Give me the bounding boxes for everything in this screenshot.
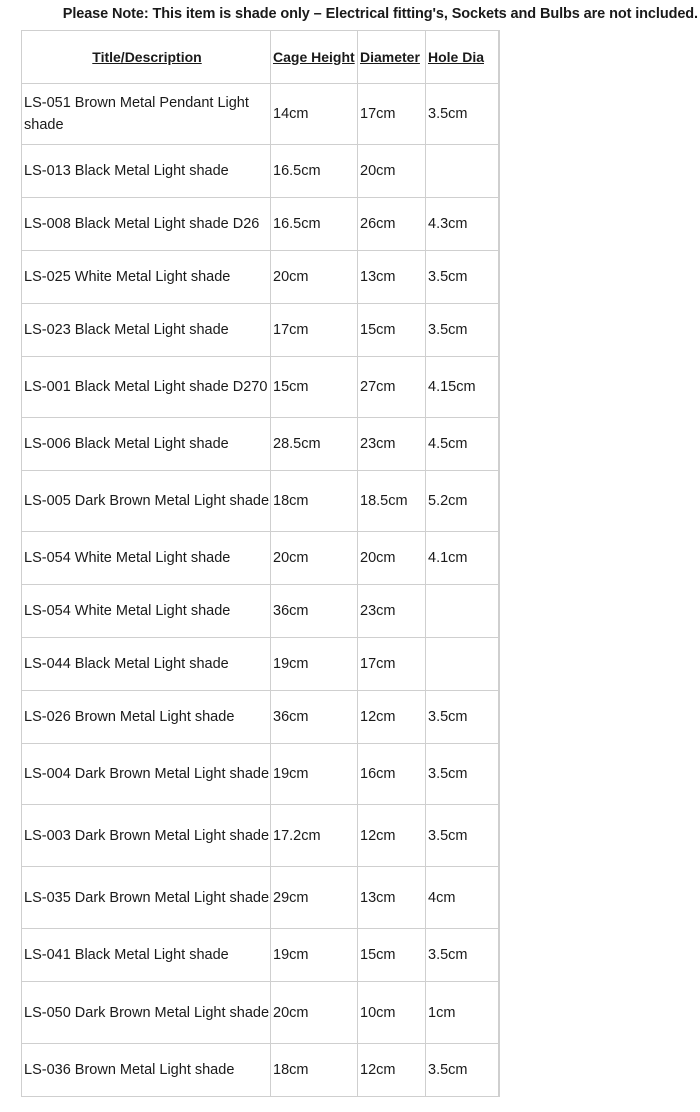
cell-title: LS-005 Dark Brown Metal Light shade: [22, 471, 271, 532]
cell-title: LS-050 Dark Brown Metal Light shade: [22, 982, 271, 1044]
cell-cage-height: 36cm: [271, 585, 358, 638]
cell-hole-dia: 4.1cm: [426, 532, 499, 585]
cell-diameter: 12cm: [358, 1044, 426, 1097]
cell-empty: [499, 585, 500, 638]
table-row: [22, 867, 500, 929]
cell-empty: [499, 357, 500, 418]
header-empty: [499, 31, 500, 84]
cell-hole-dia: [426, 145, 499, 198]
cell-empty: [499, 982, 500, 1044]
cell-cage-height: 17cm: [271, 304, 358, 357]
table-row: [22, 251, 500, 304]
cell-title: LS-013 Black Metal Light shade: [22, 145, 271, 198]
table-row: [22, 585, 500, 638]
cell-title: LS-041 Black Metal Light shade: [22, 929, 271, 982]
cell-hole-dia: [426, 585, 499, 638]
table-row: [22, 532, 500, 585]
cell-cage-height: 18cm: [271, 1044, 358, 1097]
cell-hole-dia: 3.5cm: [426, 929, 499, 982]
cell-diameter: 12cm: [358, 805, 426, 867]
cell-empty: [499, 198, 500, 251]
cell-hole-dia: 1cm: [426, 982, 499, 1044]
cell-cage-height: 19cm: [271, 929, 358, 982]
cell-diameter: 20cm: [358, 532, 426, 585]
shade-only-note: Please Note: This item is shade only – Electrical fitting's, Sockets and Bulbs are not included.: [62, 6, 698, 22]
header-hole-dia: Hole Dia: [426, 31, 499, 84]
cell-title: LS-044 Black Metal Light shade: [22, 638, 271, 691]
cell-cage-height: 36cm: [271, 691, 358, 744]
cell-diameter: 13cm: [358, 251, 426, 304]
table-row: [22, 1044, 500, 1097]
cell-diameter: 23cm: [358, 585, 426, 638]
cell-diameter: 27cm: [358, 357, 426, 418]
cell-cage-height: 29cm: [271, 867, 358, 929]
cell-title: LS-001 Black Metal Light shade D270: [22, 357, 271, 418]
cell-title: LS-054 White Metal Light shade: [22, 585, 271, 638]
table-row: [22, 638, 500, 691]
table-row: [22, 357, 500, 418]
cell-diameter: 13cm: [358, 867, 426, 929]
cell-empty: [499, 251, 500, 304]
cell-diameter: 26cm: [358, 198, 426, 251]
table-row: [22, 84, 500, 145]
cell-title: LS-026 Brown Metal Light shade: [22, 691, 271, 744]
header-title-description: Title/Description: [22, 31, 271, 84]
cell-empty: [499, 691, 500, 744]
cell-title: LS-008 Black Metal Light shade D26: [22, 198, 271, 251]
table-row: [22, 418, 500, 471]
cell-cage-height: 17.2cm: [271, 805, 358, 867]
table-row: [22, 982, 500, 1044]
cell-cage-height: 14cm: [271, 84, 358, 145]
cell-diameter: 23cm: [358, 418, 426, 471]
cell-diameter: 16cm: [358, 744, 426, 805]
cell-cage-height: 15cm: [271, 357, 358, 418]
cell-title: LS-003 Dark Brown Metal Light shade: [22, 805, 271, 867]
cell-title: LS-051 Brown Metal Pendant Light shade: [22, 84, 271, 145]
cell-hole-dia: 4.3cm: [426, 198, 499, 251]
cell-hole-dia: 3.5cm: [426, 744, 499, 805]
cell-diameter: 18.5cm: [358, 471, 426, 532]
cell-hole-dia: 3.5cm: [426, 304, 499, 357]
cell-cage-height: 20cm: [271, 532, 358, 585]
cell-empty: [499, 532, 500, 585]
table-header-row: [22, 31, 500, 84]
cell-empty: [499, 84, 500, 145]
cell-hole-dia: 4.5cm: [426, 418, 499, 471]
cell-empty: [499, 638, 500, 691]
cell-cage-height: 19cm: [271, 638, 358, 691]
cell-empty: [499, 304, 500, 357]
table-row: [22, 145, 500, 198]
cell-hole-dia: 5.2cm: [426, 471, 499, 532]
cell-cage-height: 20cm: [271, 982, 358, 1044]
cell-title: LS-054 White Metal Light shade: [22, 532, 271, 585]
cell-title: LS-004 Dark Brown Metal Light shade: [22, 744, 271, 805]
cell-diameter: 17cm: [358, 84, 426, 145]
cell-empty: [499, 744, 500, 805]
cell-empty: [499, 471, 500, 532]
light-shade-spec-table: [21, 30, 500, 1097]
cell-title: LS-006 Black Metal Light shade: [22, 418, 271, 471]
header-cage-height: Cage Height: [271, 31, 358, 84]
cell-hole-dia: 3.5cm: [426, 805, 499, 867]
cell-diameter: 15cm: [358, 304, 426, 357]
cell-hole-dia: 3.5cm: [426, 251, 499, 304]
table-row: [22, 471, 500, 532]
cell-hole-dia: 4.15cm: [426, 357, 499, 418]
cell-hole-dia: 4cm: [426, 867, 499, 929]
cell-diameter: 17cm: [358, 638, 426, 691]
cell-cage-height: 28.5cm: [271, 418, 358, 471]
cell-hole-dia: 3.5cm: [426, 1044, 499, 1097]
cell-title: LS-035 Dark Brown Metal Light shade: [22, 867, 271, 929]
cell-title: LS-025 White Metal Light shade: [22, 251, 271, 304]
cell-cage-height: 16.5cm: [271, 198, 358, 251]
cell-cage-height: 19cm: [271, 744, 358, 805]
cell-hole-dia: 3.5cm: [426, 691, 499, 744]
table-row: [22, 929, 500, 982]
header-diameter: Diameter: [358, 31, 426, 84]
cell-empty: [499, 418, 500, 471]
cell-cage-height: 18cm: [271, 471, 358, 532]
table-row: [22, 805, 500, 867]
table-row: [22, 744, 500, 805]
cell-empty: [499, 867, 500, 929]
table-row: [22, 691, 500, 744]
cell-hole-dia: 3.5cm: [426, 84, 499, 145]
cell-empty: [499, 805, 500, 867]
cell-empty: [499, 1044, 500, 1097]
cell-cage-height: 16.5cm: [271, 145, 358, 198]
cell-diameter: 20cm: [358, 145, 426, 198]
table-row: [22, 198, 500, 251]
cell-title: LS-023 Black Metal Light shade: [22, 304, 271, 357]
cell-diameter: 10cm: [358, 982, 426, 1044]
cell-empty: [499, 145, 500, 198]
cell-cage-height: 20cm: [271, 251, 358, 304]
cell-hole-dia: [426, 638, 499, 691]
cell-diameter: 15cm: [358, 929, 426, 982]
cell-diameter: 12cm: [358, 691, 426, 744]
cell-empty: [499, 929, 500, 982]
table-row: [22, 304, 500, 357]
table-body: [22, 84, 500, 1097]
cell-title: LS-036 Brown Metal Light shade: [22, 1044, 271, 1097]
